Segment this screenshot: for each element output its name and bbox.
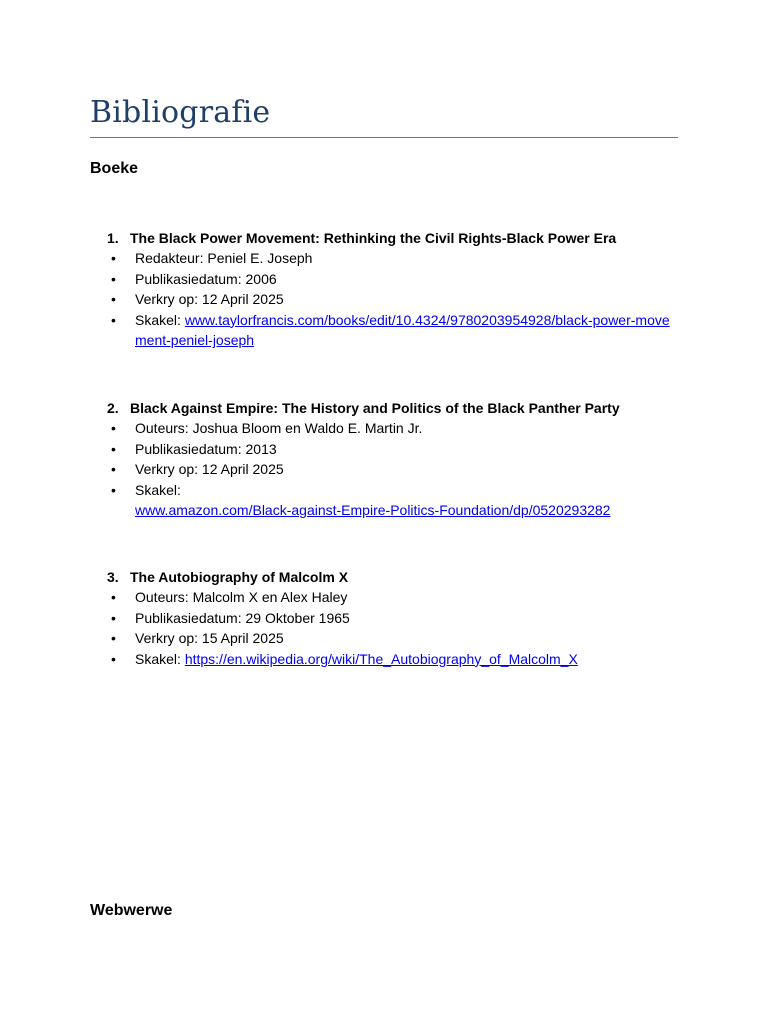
section-heading-websites: Webwerwe [90, 902, 173, 919]
entry-number: 3. [107, 569, 119, 585]
entry-details-list [0, 587, 768, 669]
entry-link[interactable]: www.taylorfrancis.com/books/edit/10.4324/9780203954928/black-power-movement-peniel-joseph [135, 311, 670, 349]
bullet-icon: • [111, 589, 116, 605]
entry-title [107, 228, 616, 248]
entry-accessed-text: Verkry op: 12 April 2025 [135, 291, 284, 308]
bullet-icon: • [111, 609, 116, 626]
entry-link-label: Skakel: [135, 311, 185, 328]
entry-details-list [0, 418, 768, 521]
entry-author [0, 248, 768, 269]
entry-author-text: Outeurs: Joshua Bloom en Waldo E. Martin Jr. [135, 420, 423, 436]
entry-title-text: Black Against Empire: The History and Politics of the Black Panther Party [130, 400, 620, 416]
entry-date [0, 608, 768, 629]
entry-accessed [0, 459, 768, 480]
entry-title [107, 398, 620, 418]
bullet-icon: • [111, 481, 116, 498]
entry-author-text: Outeurs: Malcolm X en Alex Haley [135, 589, 348, 605]
entry-link-row [0, 649, 768, 670]
entry-number: 2. [107, 400, 119, 416]
entry-link-label: Skakel: [135, 481, 181, 498]
entry-link-row [0, 310, 768, 351]
entry-author-text: Redakteur: Peniel E. Joseph [135, 250, 313, 266]
entry-accessed-text: Verkry op: 12 April 2025 [135, 461, 284, 478]
section-heading-books: Boeke [90, 160, 139, 177]
bullet-icon: • [111, 440, 116, 457]
bullet-icon: • [111, 650, 116, 667]
entry-date [0, 439, 768, 460]
page-title: Bibliografie [90, 95, 271, 130]
entry-title-text: The Black Power Movement: Rethinking the Civil Rights-Black Power Era [130, 230, 617, 246]
title-underline-rule [90, 137, 678, 138]
entry-link-row [0, 480, 768, 521]
bullet-icon: • [111, 630, 116, 647]
bullet-icon: • [111, 420, 116, 436]
entry-link-label: Skakel: [135, 650, 185, 667]
entry-date-text: Publikasiedatum: 2006 [135, 270, 277, 287]
bullet-icon: • [111, 311, 116, 328]
entry-accessed-text: Verkry op: 15 April 2025 [135, 630, 284, 647]
entry-author [0, 418, 768, 439]
entry-title-text: The Autobiography of Malcolm X [130, 569, 349, 585]
entry-date-text: Publikasiedatum: 29 Oktober 1965 [135, 609, 350, 626]
entry-details-list [0, 248, 768, 351]
entry-link[interactable]: www.amazon.com/Black-against-Empire-Politics-Foundation/dp/0520293282 [135, 502, 611, 519]
entry-author [0, 587, 768, 608]
entry-accessed [0, 289, 768, 310]
bullet-icon: • [111, 461, 116, 478]
entry-date [0, 269, 768, 290]
entry-link[interactable]: https://en.wikipedia.org/wiki/The_Autobiography_of_Malcolm_X [184, 650, 578, 667]
bullet-icon: • [111, 270, 116, 287]
entry-number: 1. [107, 230, 119, 246]
entry-date-text: Publikasiedatum: 2013 [135, 440, 277, 457]
entry-title [107, 567, 348, 587]
bullet-icon: • [111, 250, 116, 266]
entry-accessed [0, 628, 768, 649]
bullet-icon: • [111, 291, 116, 308]
